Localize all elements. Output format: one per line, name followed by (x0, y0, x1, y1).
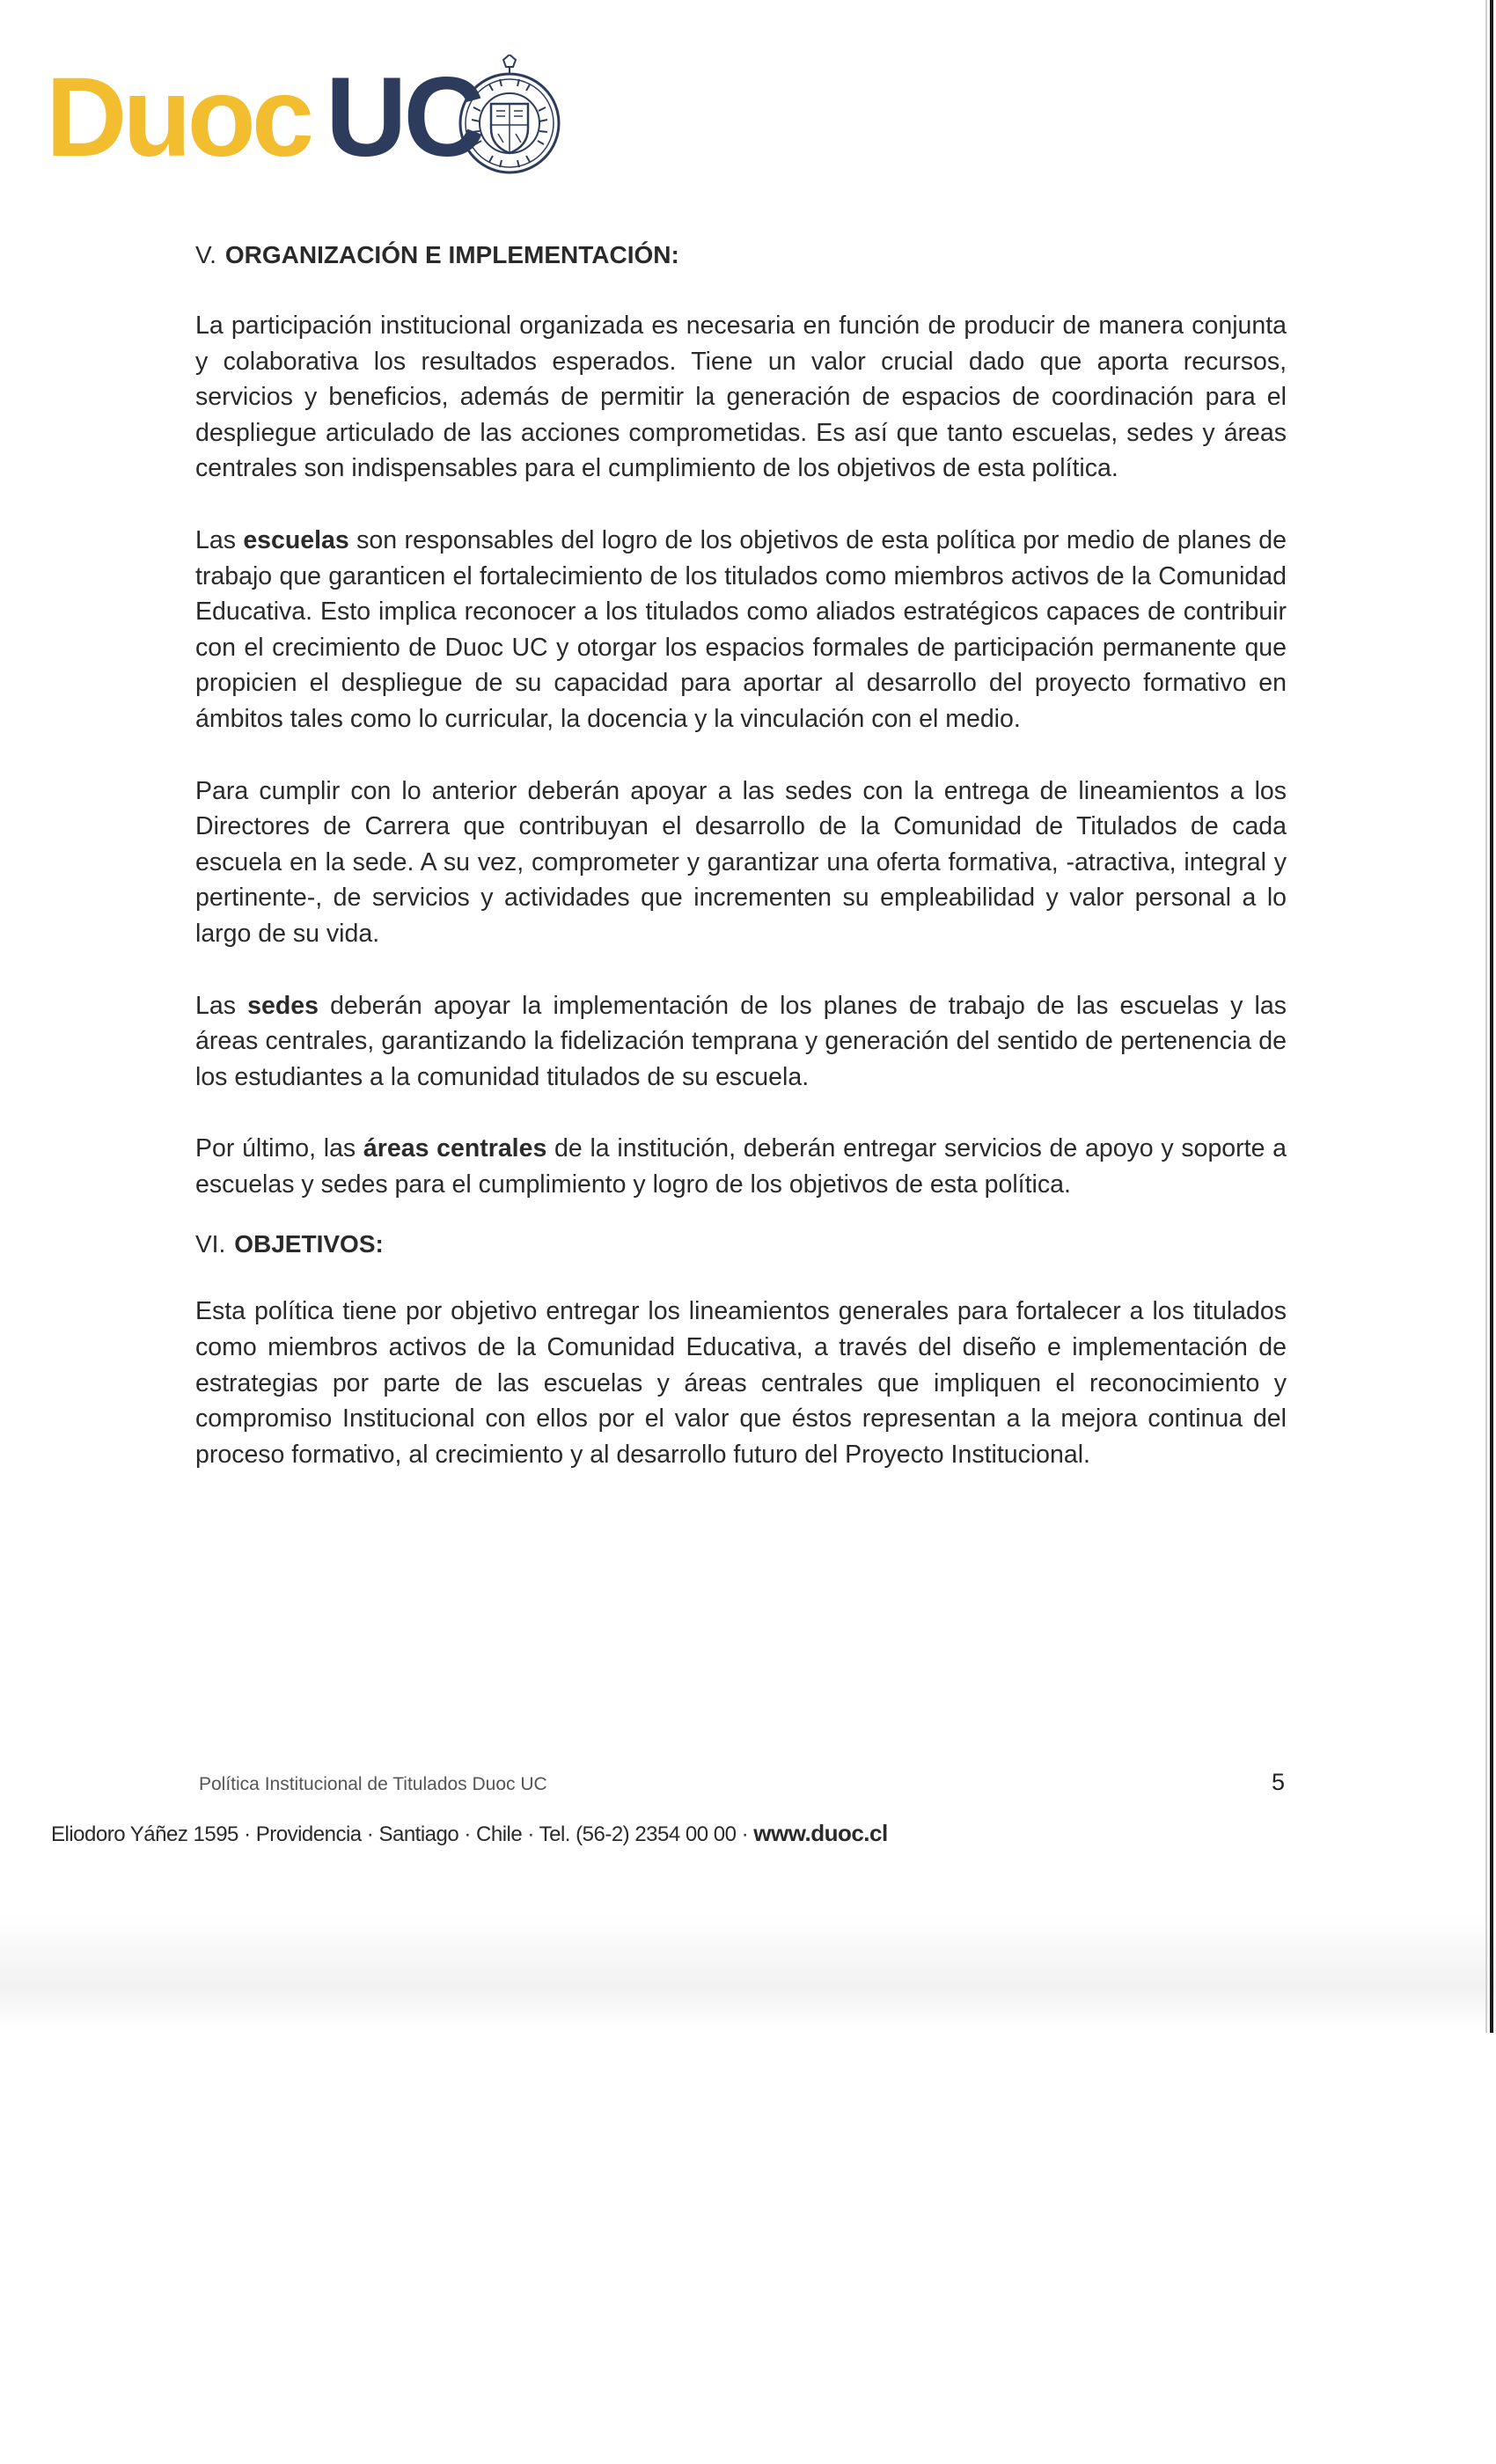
paragraph-text-rest: de la institución, deberán entregar servicios de apoyo y soporte a escuelas y sedes para el cumplimiento y logro de los objetivos de esta política. (195, 1134, 1287, 1199)
section-number: V. (195, 241, 216, 268)
footer-document-title: Política Institucional de Titulados Duoc UC (199, 1774, 547, 1794)
scan-edge-shadow (1485, 0, 1487, 2033)
website-link[interactable]: www.duoc.cl (753, 1820, 888, 1846)
scan-edge (1490, 0, 1493, 2033)
section-title: OBJETIVOS: (234, 1230, 384, 1258)
section-number: VI. (195, 1230, 226, 1258)
paragraph-text: Para cumplir con lo anterior deberán apoyar a las sedes con la entrega de lineamientos a los Directores de Carrera que contribuyan el desarrollo de la Comunidad de Titulados de cada escuela en la sede. A su vez, comprometer y garantizar una oferta formativa, -atractiva, integral y pertinente-, de servicios y actividades que incrementen su empleabilidad y valor personal a lo largo de su vida. (195, 776, 1287, 948)
logo-uc-text: UC (326, 55, 481, 180)
paragraph-sedes (195, 988, 1287, 1096)
section-heading-organizacion (195, 238, 1287, 273)
paragraph-text-rest: son responsables del logro de los objetivos de esta política por medio de planes de trabajo que garanticen el fortalecimiento de los titulados como miembros activos de la Comunidad Educativa. Esto implica reconocer a los titulados como aliados estratégicos capaces de contribuir con el crecimiento de Duoc UC y otorgar los espacios formales de participación permanente que propicien el despliegue de su capacidad para aportar al desarrollo del proyecto formativo en ámbitos tales como lo curricular, la docencia y la vinculación con el medio. (195, 525, 1287, 733)
paragraph (195, 308, 1287, 487)
paragraph-text-lead: Las (195, 991, 248, 1020)
paragraph-bold-term: sedes (247, 991, 319, 1020)
paragraph (195, 774, 1287, 952)
paragraph-text-lead: Por último, las (195, 1134, 363, 1163)
footer-address (51, 1820, 888, 1847)
section-heading-objetivos (195, 1227, 1287, 1262)
duoc-uc-logo (46, 56, 481, 180)
paragraph-bold-term: áreas centrales (363, 1134, 547, 1163)
paragraph (195, 1294, 1287, 1472)
paragraph-text: Esta política tiene por objetivo entregar los lineamientos generales para fortalecer a los titulados como miembros activos de la Comunidad Educativa, a través del diseño e implementación de estrategias por parte de las escuelas y áreas centrales que impliquen el reconocimiento y compromiso Institucional con ellos por el valor que éstos representan a la mejora continua del proceso formativo, al crecimiento y al desarrollo futuro del Proyecto Institucional. (195, 1297, 1287, 1469)
section-title: ORGANIZACIÓN E IMPLEMENTACIÓN: (224, 241, 679, 268)
paragraph-bold-term: escuelas (243, 525, 349, 554)
paragraph-text-lead: Las (195, 525, 244, 554)
paragraph-areas-centrales (195, 1131, 1287, 1202)
paragraph-text-rest: deberán apoyar la implementación de los planes de trabajo de las escuelas y las áreas centrales, garantizando la fidelización temprana y generación del sentido de pertenencia de los estudiantes a la comunidad titulados de su escuela. (195, 991, 1287, 1091)
page-number: 5 (1272, 1769, 1286, 1795)
scan-shadow (0, 1914, 1496, 2033)
address-text: Eliodoro Yáñez 1595 · Providencia · Santiago · Chile · Tel. (56-2) 2354 00 00 · (51, 1822, 754, 1846)
paragraph-escuelas (195, 523, 1287, 737)
document-body (195, 238, 1287, 1472)
paragraph-text: La participación institucional organizada es necesaria en función de producir de manera conjunta y colaborativa los resultados esperados. Tiene un valor crucial dado que aporta recursos, servicios y beneficios, además de permitir la generación de espacios de coordinación para el despliegue articulado de las acciones comprometidas. Es así que tanto escuelas, sedes y áreas centrales son indispensables para el cumplimiento de los objetivos de esta política. (195, 312, 1287, 483)
logo-duoc-text: Duoc (46, 55, 310, 180)
university-seal-icon (454, 55, 565, 178)
